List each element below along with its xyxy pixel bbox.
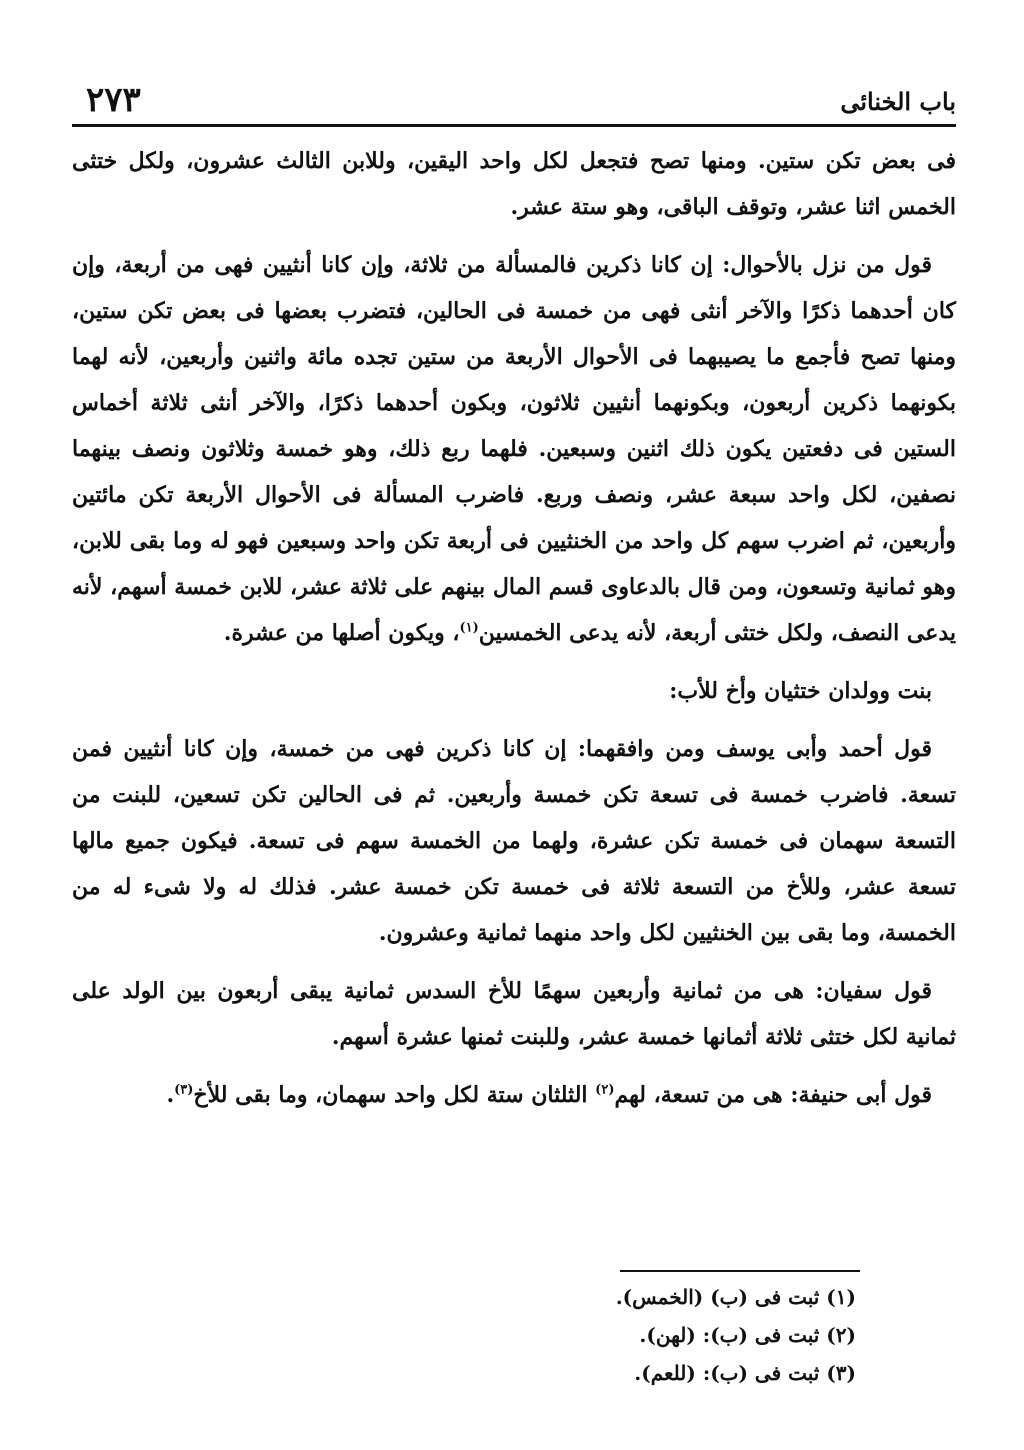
paragraph-1: فى بعض تكن ستين. ومنها تصح فتجعل لكل واحد اليقين، وللابن الثالث عشرون، ولكل ختثى الخمس اثنا عشر، وتوقف الباقى، وهو ستة عشر. <box>72 148 956 220</box>
page-header <box>72 78 956 122</box>
paragraph-2 <box>72 242 956 656</box>
footnote-1: (١) ثبت فى (ب) (الخمس). <box>615 1285 856 1309</box>
paragraph-5-mid: الثلثان ستة لكل واحد سهمان، وما بقى للأخ <box>193 1082 596 1108</box>
footnote-marker-3: (٣) <box>174 1082 194 1098</box>
footnote-3: (٣) ثبت فى (ب): (للعم). <box>634 1361 856 1385</box>
paragraph-2-text: قول من نزل بالأحوال: إن كانا ذكرين فالمسألة من ثلاثة، وإن كانا أنثيين فهى من أربعة، وإن كان أحدهما ذكرًا والآخر أنثى فهى من خمسة فى الحالين، فتضرب بعضها فى بعض تكن ستين، ومنها تصح فأجمع ما يصيبهما فى الأحوال الأربعة من ستين تجده مائة واثنين وأربعين، لأنه لهما بكونهما ذكرين أربعون، وبكونهما أنثيين ثلاثون، وبكون أحدهما ذكرًا، والآخر أنثى ثلاثة أخماس الستين فى دفعتين يكون ذلك اثنين وسبعين. فلهما ربع ذلك، وهو خمسة وثلاثون ونصف بينهما نصفين، لكل واحد سبعة عشر، ونصف وربع. فاضرب المسألة فى الأحوال الأربعة تكن مائتين وأربعين، ثم اضرب سهم كل واحد من الخنثيين فى أربعة تكن واحد وسبعين فهو له وما بقى للابن، وهو ثمانية وتسعون، ومن قال بالدعاوى قسم المال بينهم على ثلاثة عشر، للابن خمسة أسهم، لأنه يدعى النصف، ولكل ختثى أربعة، لأنه يدعى الخمسين <box>72 252 956 646</box>
running-title: باب الخنائى <box>840 87 956 116</box>
paragraph-3: قول أحمد وأبى يوسف ومن وافقهما: إن كانا ذكرين فهى من خمسة، وإن كانا أنثيين فمن تسعة. فاضرب خمسة فى تسعة تكن خمسة وأربعين. ثم فى الحالين تكن تسعين، للبنت من التسعة سهمان فى خمسة تكن عشرة، ولهما من الخمسة سهم فى تسعة. فيكون جميع مالها تسعة عشر، وللأخ من التسعة ثلاثة فى خمسة تكن خمسة عشر. فذلك له ولا شىء له من الخمسة، وما بقى بين الخنثيين لكل واحد منهما ثمانية وعشرون. <box>72 736 956 946</box>
header-rule <box>72 124 956 127</box>
paragraph-4: قول سفيان: هى من ثمانية وأربعين سهمًا للأخ السدس ثمانية يبقى أربعون بين الولد على ثمانية لكل ختثى ثلاثة أثمانها خمسة عشر، وللبنت ثمنها عشرة أسهم. <box>72 978 956 1050</box>
footnote-marker-1: (١) <box>459 620 479 636</box>
body-text <box>72 138 956 1130</box>
section-heading: بنت وولدان ختثيان وأخ للأب: <box>669 678 932 704</box>
paragraph-5-end: . <box>166 1082 175 1108</box>
page-number: ٢٧٣ <box>86 80 141 120</box>
footnote-2: (٢) ثبت فى (ب): (لهن). <box>639 1323 856 1347</box>
footnote-marker-2: (٢) <box>595 1082 615 1098</box>
paragraph-5 <box>72 1072 956 1118</box>
paragraph-5-text: قول أبى حنيفة: هى من تسعة، لهم <box>614 1082 932 1108</box>
footnote-rule <box>620 1270 860 1272</box>
footnotes <box>616 1278 856 1392</box>
paragraph-2-tail: ، ويكون أصلها من عشرة. <box>223 620 460 646</box>
